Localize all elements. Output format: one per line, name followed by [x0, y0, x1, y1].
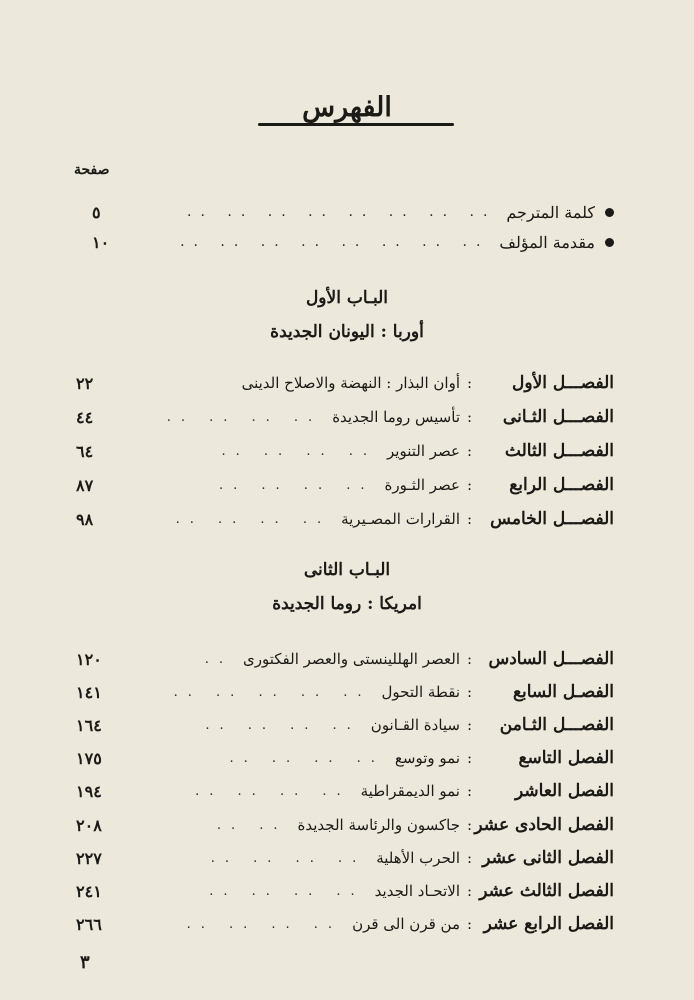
- chapter-page: ٤٤: [76, 407, 94, 427]
- chapter-page: ١٤١: [76, 682, 102, 702]
- chapter-row: [76, 644, 614, 674]
- dot-leader: .. .. .. ..: [195, 783, 351, 799]
- chapter-page: ١٧٥: [76, 748, 102, 768]
- front-matter-row: [92, 228, 614, 256]
- front-matter-label: كلمة المترجم: [506, 202, 595, 222]
- page-number: ٣: [80, 952, 90, 973]
- chapter-title: عصر التنوير: [387, 442, 460, 460]
- chapter-label: الفصـل السابع: [512, 682, 614, 702]
- front-matter-page: ١٠: [92, 232, 110, 252]
- chapter-row: [76, 909, 614, 939]
- chapter-label: الفصـــل السادس: [488, 649, 614, 669]
- chapter-page: ٢٢: [76, 373, 94, 393]
- dot-leader: .. .. .. ..: [219, 477, 375, 493]
- chapter-row: [76, 504, 614, 534]
- chapter-colon: :: [466, 476, 472, 494]
- chapter-title: عصر الثـورة: [384, 476, 460, 494]
- chapter-label: الفصـــل الثالث: [504, 441, 614, 461]
- chapter-row: [76, 743, 614, 773]
- dot-leader: .. .. .. ..: [229, 750, 385, 766]
- chapter-title: نمو وتوسع: [394, 749, 460, 767]
- bullet-icon: [605, 238, 614, 247]
- chapter-label: الفصـــل الرابع: [509, 475, 614, 495]
- chapter-colon: :: [466, 442, 472, 460]
- part1-heading: البـاب الأول: [305, 288, 389, 308]
- chapter-colon: :: [466, 408, 472, 426]
- chapter-page: ٢٠٨: [76, 815, 102, 835]
- chapter-title: أوان البذار : النهضة والاصلاح الدينى: [241, 374, 460, 392]
- chapter-label: الفصـــل الخامس: [490, 509, 614, 529]
- chapter-row: [76, 436, 614, 466]
- chapter-page: ١٩٤: [76, 781, 102, 801]
- chapter-page: ١٦٤: [76, 715, 102, 735]
- toc-title: [0, 92, 694, 123]
- toc-title-text: الفهرس: [302, 92, 392, 123]
- chapter-page: ٦٤: [76, 441, 94, 461]
- dot-leader: .. .. .. ..: [166, 409, 323, 425]
- chapter-row: [76, 402, 614, 432]
- chapter-title: القرارات المصـيرية: [341, 510, 460, 528]
- chapter-title: نمو الديمقراطية: [360, 782, 460, 800]
- chapter-page: ٢٦٦: [76, 914, 102, 934]
- dot-leader: .. .. .. ..: [205, 717, 361, 733]
- chapter-label: الفصـــل الثـانى: [502, 407, 614, 427]
- chapter-label: الفصـــل الثـامن: [499, 715, 614, 735]
- dot-leader: ..: [204, 651, 234, 667]
- chapter-label: الفصل الحادى عشر: [474, 815, 614, 835]
- page-column-label: صفحة: [74, 162, 110, 178]
- chapter-colon: :: [466, 816, 472, 834]
- chapter-colon: :: [466, 782, 472, 800]
- chapter-page: ١٢٠: [76, 649, 102, 669]
- chapter-label: الفصـــل الأول: [512, 373, 614, 393]
- dot-leader: .. .. .. ..: [210, 850, 367, 866]
- chapter-colon: :: [466, 650, 472, 668]
- chapter-row: [76, 470, 614, 500]
- chapter-title: الاتحـاد الجديد: [374, 882, 460, 900]
- chapter-row: [76, 368, 614, 398]
- chapter-title: نقطة التحول: [381, 683, 460, 701]
- chapter-colon: :: [466, 683, 472, 701]
- title-underline: [258, 123, 454, 126]
- chapter-label: الفصل الرابع عشر: [483, 914, 614, 934]
- chapter-row: [76, 843, 614, 873]
- chapter-page: ٩٨: [76, 509, 94, 529]
- chapter-row: [76, 810, 614, 840]
- chapter-colon: :: [466, 716, 472, 734]
- dot-leader: .. .. .. ..: [209, 883, 365, 899]
- bullet-icon: [605, 208, 614, 217]
- part1-subtitle: أوربا : اليونان الجديدة: [270, 322, 424, 342]
- chapter-label: الفصل التاسع: [518, 748, 614, 768]
- chapter-title: سيادة القـانون: [370, 716, 460, 734]
- chapter-label: الفصل الثانى عشر: [482, 848, 614, 868]
- chapter-page: ٨٧: [76, 475, 94, 495]
- front-matter-page: ٥: [92, 202, 101, 222]
- chapter-title: العصر الهللينستى والعصر الفكتورى: [243, 650, 460, 668]
- dot-leader: .. .. .. ..: [221, 443, 377, 459]
- chapter-page: ٢٢٧: [76, 848, 102, 868]
- chapter-label: الفصل الثالث عشر: [479, 881, 614, 901]
- part2-subtitle: امريكا : روما الجديدة: [272, 594, 422, 614]
- dot-leader: .. .. .. .. .. .. .. ..: [180, 234, 490, 250]
- dot-leader: .. .. .. ..: [175, 511, 332, 527]
- front-matter-label: مقدمة المؤلف: [499, 232, 595, 252]
- front-matter-row: [92, 198, 614, 226]
- chapter-row: [76, 776, 614, 806]
- chapter-row: [76, 677, 614, 707]
- chapter-colon: :: [466, 915, 472, 933]
- chapter-page: ٢٤١: [76, 881, 102, 901]
- part2-heading: البـاب الثانى: [303, 560, 391, 580]
- chapter-row: [76, 876, 614, 906]
- chapter-title: من قرن الى قرن: [352, 915, 460, 933]
- chapter-row: [76, 710, 614, 740]
- chapter-colon: :: [466, 849, 472, 867]
- chapter-colon: :: [466, 882, 472, 900]
- chapter-colon: :: [466, 374, 472, 392]
- dot-leader: .. .. .. ..: [186, 916, 343, 932]
- dot-leader: .. .. .. .. .. .. .. ..: [187, 204, 497, 220]
- chapter-colon: :: [466, 749, 472, 767]
- chapter-colon: :: [466, 510, 472, 528]
- chapter-title: جاكسون والرئاسة الجديدة: [297, 816, 460, 834]
- chapter-label: الفصل العاشر: [515, 781, 614, 801]
- chapter-title: تأسيس روما الجديدة: [332, 408, 460, 426]
- chapter-title: الحرب الأهلية: [376, 849, 460, 867]
- dot-leader: .. .. .. .. ..: [173, 684, 372, 700]
- dot-leader: .. ..: [216, 817, 288, 833]
